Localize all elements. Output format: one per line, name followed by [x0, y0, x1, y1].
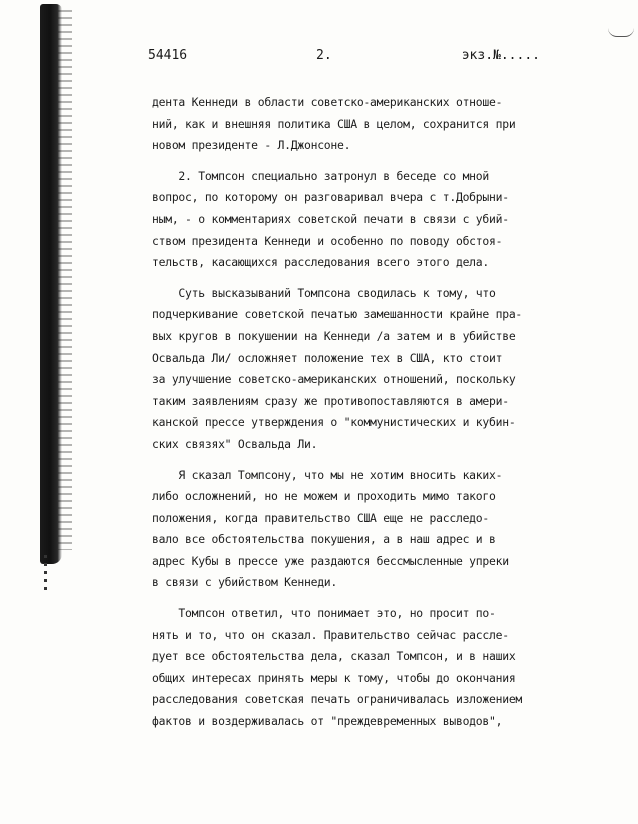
text-line: вых кругов в покушении на Кеннеди /а затем и в убийстве	[152, 328, 516, 343]
text-line: ских связях" Освальда Ли.	[152, 436, 318, 451]
paragraph	[152, 465, 582, 595]
text-line: положения, когда правительство США еще не расследо-	[152, 510, 489, 525]
text-line: Томпсон ответил, что понимает это, но просит по-	[152, 606, 496, 621]
text-line: общих интересах принять меры к тому, чтобы до окончания	[152, 670, 516, 685]
paragraph	[152, 283, 582, 456]
text-line: Я сказал Томпсону, что мы не хотим вносить каких-	[152, 467, 503, 482]
text-line: новом президенте - Л.Джонсоне.	[152, 138, 351, 153]
paragraph	[152, 603, 582, 733]
text-line: расследования советская печать ограничивалась изложением	[152, 692, 523, 707]
text-line: ством президента Кеннеди и особенно по поводу обстоя-	[152, 233, 503, 248]
document-body	[152, 92, 582, 742]
corner-pen-mark	[608, 28, 634, 37]
text-line: дента Кеннеди в области советско-американских отноше-	[152, 95, 503, 109]
text-line: Суть высказываний Томпсона сводилась к тому, что	[152, 285, 496, 300]
copy-number: экз.№.....	[461, 48, 540, 63]
text-line: 2. Томпсон специально затронул в беседе со мной	[152, 168, 489, 183]
text-line: дует все обстоятельства дела, сказал Томпсон, и в наших	[152, 649, 516, 664]
text-line: канской прессе утверждения о "коммунистических и кубин-	[152, 415, 516, 430]
text-line: в связи с убийством Кеннеди.	[152, 575, 338, 590]
paragraph	[152, 166, 582, 274]
scan-edge-texture	[58, 10, 72, 550]
text-line: вало все обстоятельства покушения, а в наш адрес и в	[152, 532, 496, 547]
text-line: адрес Кубы в прессе уже раздаются бессмысленные упреки	[152, 553, 509, 568]
page-header	[148, 48, 548, 68]
text-line: ным, - о комментариях советской печати в связи с убий-	[152, 211, 509, 226]
text-line: вопрос, по которому он разговаривал вчера с т.Добрыни-	[152, 190, 509, 205]
text-line: фактов и воздерживалась от "преждевременных выводов",	[152, 714, 503, 729]
text-line: таким заявлениям сразу же противопоставляются в амери-	[152, 393, 509, 408]
text-line: ний, как и внешняя политика США в целом, сохранится при	[152, 116, 516, 131]
document-number: 54416	[148, 48, 188, 63]
paragraph	[152, 92, 582, 157]
text-line: Освальда Ли/ осложняет положение тех в США, кто стоит	[152, 350, 503, 365]
text-line: за улучшение советско-американских отношений, поскольку	[152, 372, 516, 387]
text-line: подчеркивание советской печатью замешанности крайне пра-	[152, 307, 523, 322]
page-number: 2.	[316, 48, 332, 63]
scan-edge-speck	[44, 555, 47, 595]
text-line: либо осложнений, но не можем и проходить мимо такого	[152, 489, 496, 504]
text-line: тельств, касающихся расследования всего этого дела.	[152, 255, 489, 270]
text-line: нять и то, что он сказал. Правительство сейчас рассле-	[152, 627, 509, 642]
